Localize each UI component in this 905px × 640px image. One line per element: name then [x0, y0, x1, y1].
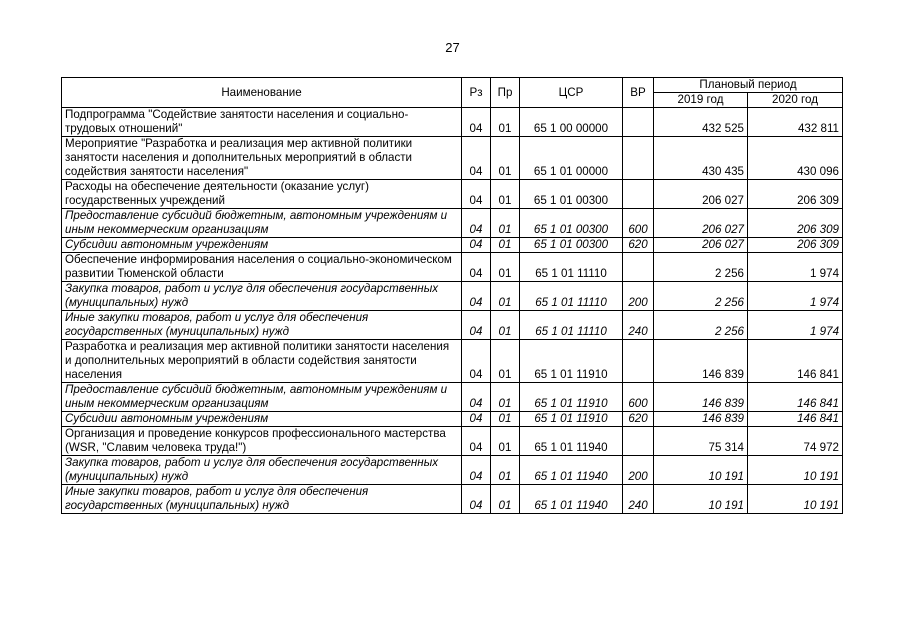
row-value-2019: 206 027	[654, 209, 748, 238]
row-value-2020: 206 309	[748, 180, 843, 209]
row-value-2020: 10 191	[748, 456, 843, 485]
row-rz: 04	[462, 253, 491, 282]
row-name: Мероприятие "Разработка и реализация мер активной политики занятости населения и дополнительных мероприятий в области содействия занятости населения"	[62, 137, 462, 180]
budget-table	[61, 77, 843, 514]
row-name: Организация и проведение конкурсов профессионального мастерства (WSR, "Славим человека труда!")	[62, 427, 462, 456]
row-pr: 01	[491, 456, 520, 485]
row-value-2020: 10 191	[748, 485, 843, 514]
table-row	[62, 311, 843, 340]
row-vr: 200	[623, 282, 654, 311]
row-vr	[623, 108, 654, 137]
row-name: Субсидии автономным учреждениям	[62, 412, 462, 427]
row-value-2020: 146 841	[748, 412, 843, 427]
header-planned-period: Плановый период	[654, 78, 843, 93]
row-rz: 04	[462, 108, 491, 137]
row-vr	[623, 340, 654, 383]
row-vr: 240	[623, 311, 654, 340]
row-rz: 04	[462, 209, 491, 238]
row-value-2020: 432 811	[748, 108, 843, 137]
row-value-2020: 1 974	[748, 311, 843, 340]
row-vr: 200	[623, 456, 654, 485]
row-pr: 01	[491, 485, 520, 514]
row-csr: 65 1 01 11910	[520, 412, 623, 427]
row-vr: 620	[623, 238, 654, 253]
row-value-2019: 2 256	[654, 311, 748, 340]
row-value-2019: 75 314	[654, 427, 748, 456]
row-value-2020: 146 841	[748, 340, 843, 383]
row-pr: 01	[491, 209, 520, 238]
row-value-2020: 206 309	[748, 238, 843, 253]
row-pr: 01	[491, 180, 520, 209]
row-value-2019: 206 027	[654, 238, 748, 253]
row-vr	[623, 253, 654, 282]
row-name: Предоставление субсидий бюджетным, автономным учреждениям и иным некоммерческим организациям	[62, 383, 462, 412]
header-year-2020: 2020 год	[748, 93, 843, 108]
row-value-2019: 206 027	[654, 180, 748, 209]
row-vr: 240	[623, 485, 654, 514]
table-row	[62, 427, 843, 456]
row-pr: 01	[491, 340, 520, 383]
row-value-2020: 1 974	[748, 253, 843, 282]
row-pr: 01	[491, 282, 520, 311]
row-value-2020: 146 841	[748, 383, 843, 412]
row-pr: 01	[491, 238, 520, 253]
row-value-2019: 10 191	[654, 485, 748, 514]
table-row	[62, 253, 843, 282]
row-rz: 04	[462, 412, 491, 427]
row-value-2019: 146 839	[654, 412, 748, 427]
row-csr: 65 1 01 11910	[520, 340, 623, 383]
row-name: Разработка и реализация мер активной политики занятости населения и дополнительных мероприятий в области содействия занятости населения	[62, 340, 462, 383]
row-pr: 01	[491, 311, 520, 340]
table-row	[62, 137, 843, 180]
row-rz: 04	[462, 485, 491, 514]
header-row	[62, 78, 843, 93]
row-name: Закупка товаров, работ и услуг для обеспечения государственных (муниципальных) нужд	[62, 456, 462, 485]
header-vr: ВР	[623, 78, 654, 108]
row-rz: 04	[462, 427, 491, 456]
row-csr: 65 1 01 00300	[520, 180, 623, 209]
row-name: Предоставление субсидий бюджетным, автономным учреждениям и иным некоммерческим организациям	[62, 209, 462, 238]
row-csr: 65 1 01 11110	[520, 282, 623, 311]
table-body	[62, 108, 843, 514]
row-csr: 65 1 01 00300	[520, 238, 623, 253]
row-pr: 01	[491, 383, 520, 412]
row-csr: 65 1 01 11940	[520, 456, 623, 485]
row-value-2020: 206 309	[748, 209, 843, 238]
row-pr: 01	[491, 137, 520, 180]
row-name: Закупка товаров, работ и услуг для обеспечения государственных (муниципальных) нужд	[62, 282, 462, 311]
header-pr: Пр	[491, 78, 520, 108]
page-number: 27	[445, 40, 460, 55]
row-rz: 04	[462, 282, 491, 311]
row-csr: 65 1 00 00000	[520, 108, 623, 137]
table-row	[62, 209, 843, 238]
row-csr: 65 1 01 11940	[520, 485, 623, 514]
header-csr: ЦСР	[520, 78, 623, 108]
row-vr: 600	[623, 209, 654, 238]
row-rz: 04	[462, 340, 491, 383]
header-rz: Рз	[462, 78, 491, 108]
row-csr: 65 1 01 11940	[520, 427, 623, 456]
row-rz: 04	[462, 456, 491, 485]
row-value-2020: 74 972	[748, 427, 843, 456]
table-row	[62, 456, 843, 485]
row-vr	[623, 427, 654, 456]
table-row	[62, 340, 843, 383]
row-value-2020: 1 974	[748, 282, 843, 311]
row-rz: 04	[462, 238, 491, 253]
row-vr: 620	[623, 412, 654, 427]
row-name: Обеспечение информирования населения о социально-экономическом развитии Тюменской области	[62, 253, 462, 282]
table-row	[62, 383, 843, 412]
row-rz: 04	[462, 180, 491, 209]
row-csr: 65 1 01 11110	[520, 311, 623, 340]
header-year-2019: 2019 год	[654, 93, 748, 108]
row-csr: 65 1 01 11110	[520, 253, 623, 282]
row-name: Расходы на обеспечение деятельности (оказание услуг) государственных учреждений	[62, 180, 462, 209]
row-rz: 04	[462, 311, 491, 340]
row-vr: 600	[623, 383, 654, 412]
table-row	[62, 282, 843, 311]
row-value-2019: 146 839	[654, 340, 748, 383]
row-rz: 04	[462, 383, 491, 412]
row-vr	[623, 180, 654, 209]
table-row	[62, 485, 843, 514]
row-name: Подпрограмма "Содействие занятости населения и социально-трудовых отношений"	[62, 108, 462, 137]
row-csr: 65 1 01 00300	[520, 209, 623, 238]
table-row	[62, 108, 843, 137]
row-value-2019: 430 435	[654, 137, 748, 180]
table-row	[62, 238, 843, 253]
row-pr: 01	[491, 108, 520, 137]
row-pr: 01	[491, 427, 520, 456]
row-value-2019: 432 525	[654, 108, 748, 137]
row-name: Иные закупки товаров, работ и услуг для обеспечения государственных (муниципальных) нужд	[62, 485, 462, 514]
header-name: Наименование	[62, 78, 462, 108]
row-pr: 01	[491, 253, 520, 282]
row-csr: 65 1 01 00000	[520, 137, 623, 180]
row-rz: 04	[462, 137, 491, 180]
table-row	[62, 180, 843, 209]
row-value-2019: 146 839	[654, 383, 748, 412]
row-value-2019: 2 256	[654, 253, 748, 282]
row-name: Субсидии автономным учреждениям	[62, 238, 462, 253]
row-value-2019: 2 256	[654, 282, 748, 311]
row-value-2019: 10 191	[654, 456, 748, 485]
row-name: Иные закупки товаров, работ и услуг для обеспечения государственных (муниципальных) нужд	[62, 311, 462, 340]
row-value-2020: 430 096	[748, 137, 843, 180]
row-pr: 01	[491, 412, 520, 427]
row-vr	[623, 137, 654, 180]
table-row	[62, 412, 843, 427]
row-csr: 65 1 01 11910	[520, 383, 623, 412]
